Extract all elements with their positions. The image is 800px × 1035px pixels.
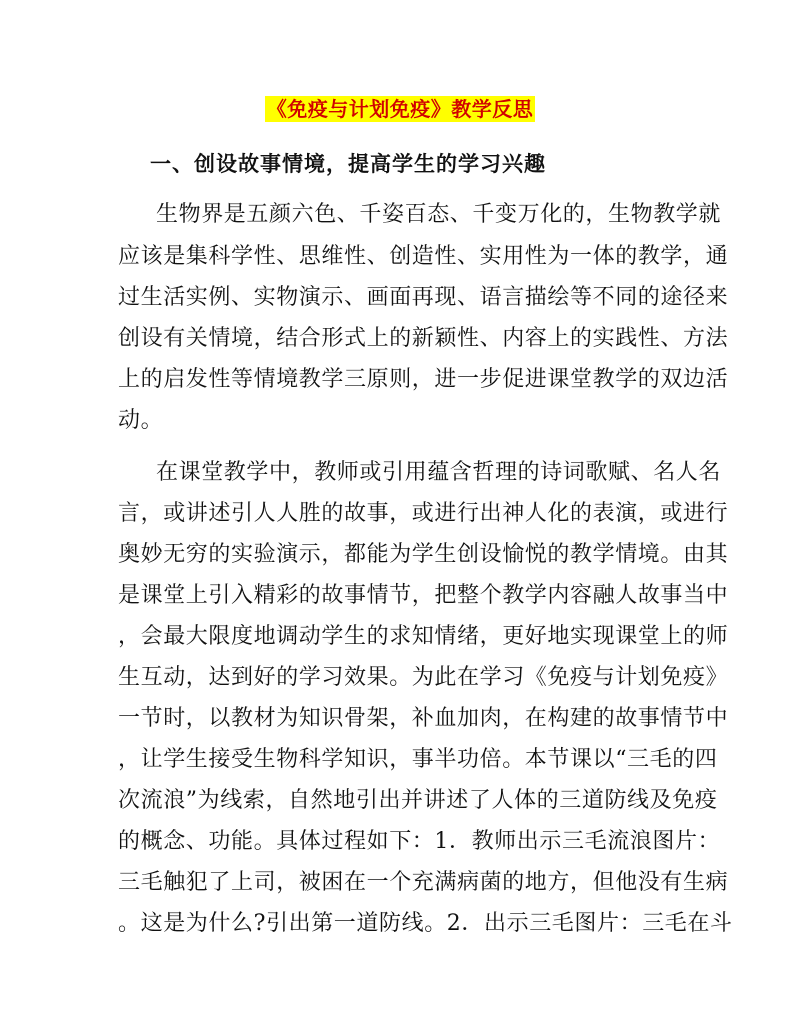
paragraph-line: 上的启发性等情境教学三原则，进一步促进课堂教学的双边活	[118, 367, 729, 392]
paragraph-line: 三毛触犯了上司，被困在一个充满病菌的地方，但他没有生病	[118, 870, 729, 895]
paragraph-line: 言，或讲述引人人胜的故事，或进行出神人化的表演，或进行	[118, 501, 729, 526]
paragraph-line: ，会最大限度地调动学生的求知情绪，更好地实现课堂上的师	[118, 624, 729, 649]
paragraph-line: 次流浪”为线索，自然地引出并讲述了人体的三道防线及免疫	[118, 788, 718, 813]
paragraph-line: 在课堂教学中，教师或引用蕴含哲理的诗词歌赋、名人名	[156, 460, 722, 485]
paragraph-line: 生物界是五颜六色、千姿百态、千变万化的，生物教学就	[156, 202, 722, 227]
paragraph-line: 动。	[118, 408, 164, 433]
title-wrap	[0, 96, 800, 122]
paragraph-line: 生互动，达到好的学习效果。为此在学习《免疫与计划免疫》	[118, 665, 729, 690]
document-title: 《免疫与计划免疫》教学反思	[266, 97, 534, 121]
paragraph-line: 创设有关情境，结合形式上的新颖性、内容上的实践性、方法	[118, 326, 729, 351]
section-heading: 一、创设故事情境，提高学生的学习兴趣	[150, 151, 546, 176]
paragraph-line: 一节时，以教材为知识骨架，补血加肉，在构建的故事情节中	[118, 706, 729, 731]
paragraph-line: 应该是集科学性、思维性、创造性、实用性为一体的教学，通	[118, 244, 729, 269]
paragraph-line: ，让学生接受生物科学知识，事半功倍。本节课以“三毛的四	[118, 747, 718, 772]
paragraph-line: 。这是为什么?引出第一道防线。2．出示三毛图片：三毛在斗	[118, 911, 733, 936]
paragraph-line: 的概念、功能。具体过程如下：1．教师出示三毛流浪图片：	[118, 829, 721, 854]
paragraph-line: 奥妙无穷的实验演示，都能为学生创设愉悦的教学情境。由其	[118, 542, 729, 567]
paragraph-line: 是课堂上引入精彩的故事情节，把整个教学内容融人故事当中	[118, 583, 729, 608]
paragraph-line: 过生活实例、实物演示、画面再现、语言描绘等不同的途径来	[118, 285, 729, 310]
